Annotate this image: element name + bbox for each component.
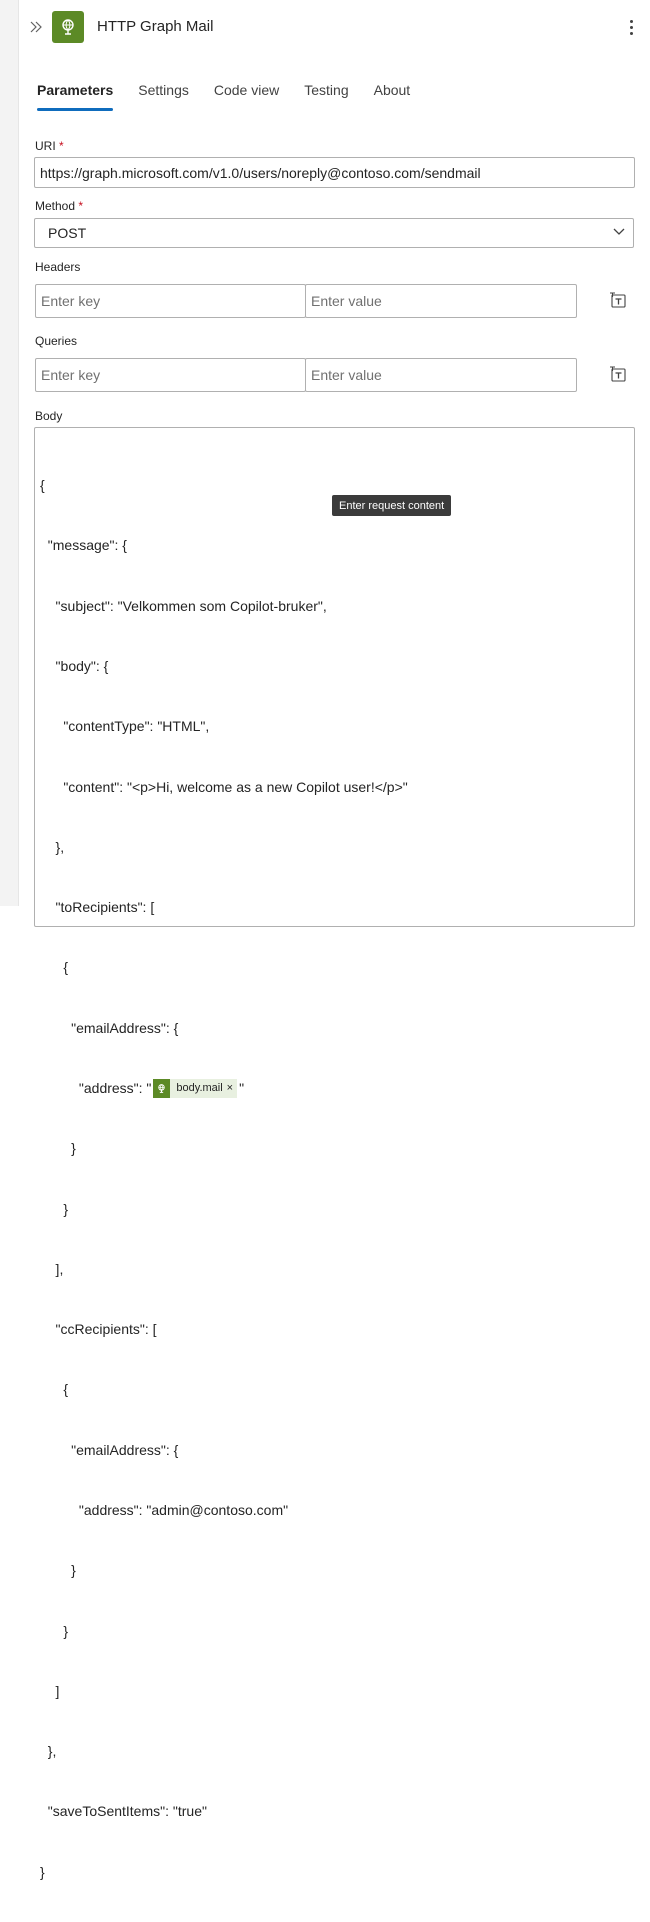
body-label: Body: [35, 409, 63, 423]
code-line: "address": "admin@contoso.com": [40, 1501, 289, 1518]
headers-value-input[interactable]: [305, 284, 577, 318]
tab-bar: [37, 80, 435, 114]
code-line: }: [40, 1863, 45, 1880]
uri-label: URI *: [35, 139, 64, 153]
method-value: POST: [48, 225, 87, 241]
tab-code-view[interactable]: Code view: [213, 82, 280, 98]
headers-label: Headers: [35, 260, 81, 274]
body-tooltip: Enter request content: [332, 495, 451, 516]
queries-key-placeholder: Enter key: [41, 367, 101, 383]
globe-icon: [52, 11, 84, 43]
code-line: }: [40, 1140, 76, 1157]
method-dropdown[interactable]: [34, 218, 634, 248]
method-label: Method *: [35, 199, 84, 213]
code-line: {: [40, 477, 45, 494]
remove-token-icon[interactable]: ×: [226, 1082, 234, 1094]
tab-parameters[interactable]: Parameters: [37, 80, 113, 112]
method-required-mark: *: [78, 199, 84, 213]
queries-key-input[interactable]: [35, 358, 306, 392]
body-code: [40, 435, 408, 1922]
code-line: }: [40, 1200, 69, 1217]
panel-header: [19, 0, 650, 56]
code-line: {: [40, 1381, 69, 1398]
headers-key-placeholder: Enter key: [41, 293, 101, 309]
code-line: "subject": "Velkommen som Copilot-bruker",: [40, 597, 327, 614]
collapse-panel-icon[interactable]: [27, 18, 45, 36]
code-line: ],: [40, 1260, 64, 1277]
queries-label: Queries: [35, 334, 78, 348]
code-line: },: [40, 838, 65, 855]
code-line: "contentType": "HTML",: [40, 718, 210, 735]
tab-testing[interactable]: Testing: [304, 82, 349, 98]
code-line: },: [40, 1743, 57, 1760]
uri-required-mark: *: [59, 139, 64, 153]
tab-about[interactable]: About: [373, 82, 411, 98]
code-line: }: [40, 1622, 69, 1639]
code-line: ]: [40, 1682, 60, 1699]
dynamic-content-token[interactable]: [153, 1079, 237, 1098]
queries-value-input[interactable]: [305, 358, 577, 392]
code-line: "emailAddress": {: [40, 1441, 179, 1458]
code-line: "emailAddress": {: [40, 1019, 179, 1036]
uri-input[interactable]: [34, 157, 635, 188]
action-details-panel: [18, 0, 649, 1880]
code-line: "content": "<p>Hi, welcome as a new Copilot user!</p>": [40, 778, 408, 795]
more-options-icon[interactable]: [625, 16, 637, 38]
code-line-with-token: [40, 1078, 408, 1098]
code-line: "toRecipients": [: [40, 899, 155, 916]
code-line: "saveToSentItems": "true": [40, 1803, 207, 1820]
left-edge-background: [0, 0, 18, 906]
queries-value-placeholder: Enter value: [311, 367, 382, 383]
panel-title: HTTP Graph Mail: [97, 18, 214, 35]
headers-value-placeholder: Enter value: [311, 293, 382, 309]
chevron-down-icon: [613, 228, 625, 236]
globe-icon: [153, 1079, 170, 1098]
code-line: }: [40, 1562, 76, 1579]
code-line: {: [40, 959, 69, 976]
code-line: "ccRecipients": [: [40, 1321, 157, 1338]
token-label: body.mail: [176, 1082, 223, 1094]
code-line: "message": {: [40, 537, 127, 554]
code-line-suffix: ": [239, 1080, 245, 1096]
uri-value: https://graph.microsoft.com/v1.0/users/noreply@contoso.com/sendmail: [40, 164, 481, 181]
code-line: "body": {: [40, 658, 109, 675]
switch-to-text-mode-icon[interactable]: [609, 291, 627, 309]
tab-settings[interactable]: Settings: [138, 82, 189, 98]
code-line-prefix: "address": ": [40, 1080, 152, 1096]
switch-to-text-mode-icon[interactable]: [609, 365, 627, 383]
headers-key-input[interactable]: [35, 284, 306, 318]
